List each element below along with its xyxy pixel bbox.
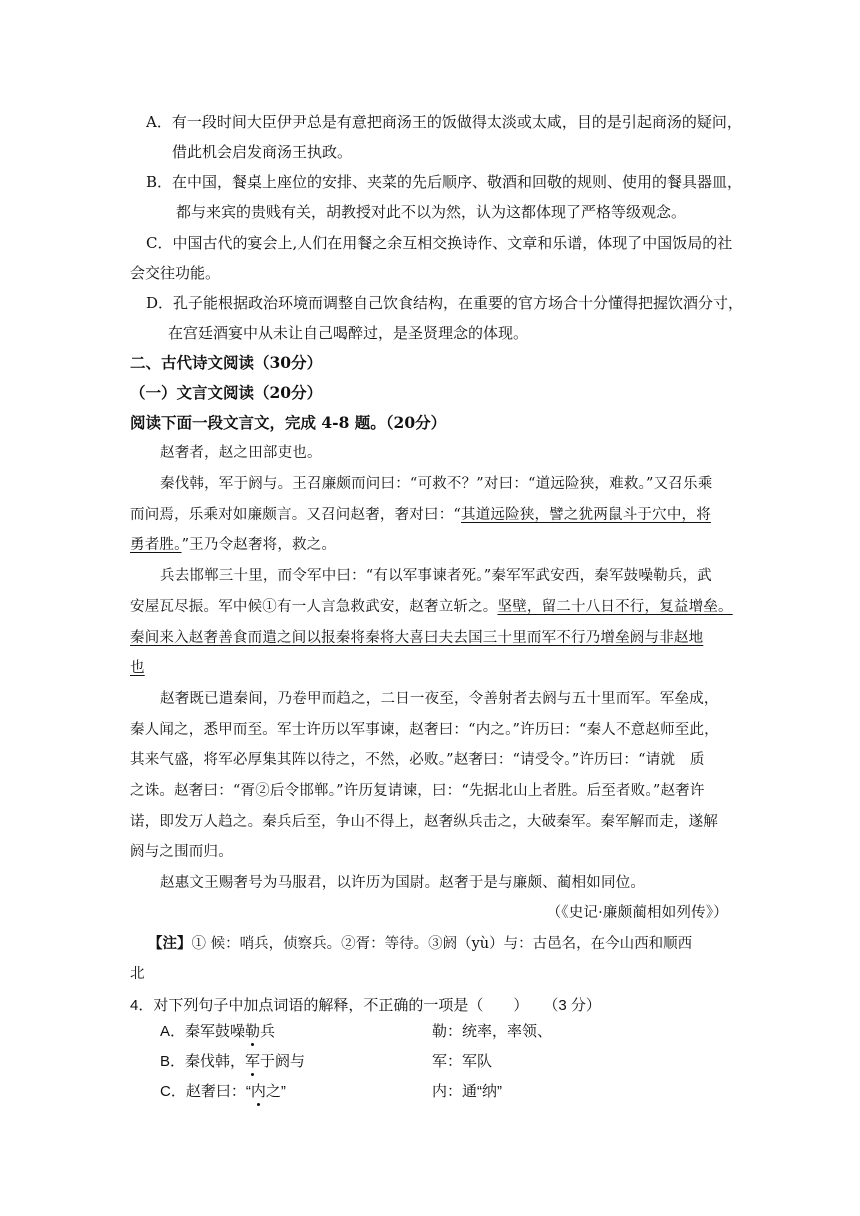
passage-paragraph-1: 赵奢者，赵之田部吏也。: [160, 445, 322, 461]
option-d-line1: D．孔子能根据政治环境而调整自己饮食结构，在重要的官方场合十分懂得把握饮酒分寸，: [146, 294, 744, 312]
question-4-option-a: [160, 1022, 275, 1042]
option-c-pre: C．赵奢曰：“: [160, 1083, 251, 1100]
passage-p2-line3: [130, 535, 336, 555]
underlined-sentence-2b: 秦间来入赵奢善食而遣之间以报秦将秦将大喜曰夫去国三十里而军不行乃增垒阏与非赵地: [130, 630, 704, 646]
question-4-stem: 4．对下列句子中加点词语的解释，不正确的一项是（ ） （3 分）: [130, 997, 601, 1014]
passage-p3-line1: 兵去邯郸三十里，而令军中曰：“有以军事谏者死。”秦军军武安西，秦军鼓噪勒兵，武: [160, 568, 712, 584]
passage-p4-line1: 赵奢既已遣秦间，乃卷甲而趋之，二日一夜至，令善射者去阏与五十里而军。军垒成，: [160, 691, 719, 707]
passage-p2-line2-text: 而问焉，乐乘对如廉颇言。又召问赵奢，奢对曰：“: [130, 507, 462, 523]
passage-p3-line2-text: 安屋瓦尽振。军中候①有一人言急救武安，赵奢立斩之。: [130, 599, 498, 615]
option-b-line2: 都与来宾的贵贱有关，胡教授对此不以为然，认为这都体现了严格等级观念。: [176, 203, 687, 221]
underlined-sentence-2a: 坚壁，留二十八日不行，复益增垒。: [497, 599, 733, 615]
section-instruction: 阅读下面一段文言文，完成 4-8 题。（20分）: [130, 413, 447, 432]
passage-p3-line4: [130, 658, 145, 678]
passage-p4-line3: 其来气盛，将军必厚集其阵以待之，不然，必败。”赵奢曰：“请受令。”许历曰：“请就 质: [130, 752, 705, 768]
section-subtitle: （一）文言文阅读（20分）: [130, 383, 323, 402]
option-b-line1: B．在中国，餐桌上座位的安排、夹菜的先后顺序、敬酒和回敬的规则、使用的餐具器皿，: [146, 173, 743, 191]
option-a-pre: A．秦军鼓噪: [160, 1023, 246, 1040]
question-4-option-b-answer: 军：军队: [432, 1053, 493, 1070]
option-b-post: 于阏与: [260, 1053, 306, 1070]
option-d-line2: 在宫廷酒宴中从未让自己喝醉过，是圣贤理念的体现。: [168, 324, 529, 342]
passage-p2-line2: [130, 505, 711, 525]
notes-text: ① 候：哨兵，侦察兵。②胥：等待。③阏（yù）与：古邑名，在今山西和顺西: [191, 936, 693, 952]
notes-line2: 北: [130, 966, 145, 982]
option-c-post: 之”: [265, 1083, 286, 1100]
passage-p4-line5: 诺，即发万人趋之。秦兵后至，争山不得上，赵奢纵兵击之，大破秦军。秦军解而走，遂解: [130, 814, 718, 830]
notes-label: 【注】: [148, 935, 192, 952]
passage-p2-line3-text: ”王乃令赵奢将，救之。: [181, 537, 337, 553]
passage-p4-line6: 阏与之围而归。: [130, 844, 233, 860]
section-title: 二、古代诗文阅读（30分）: [130, 353, 323, 372]
option-b-pre: B．秦伐韩，: [160, 1053, 246, 1070]
option-a-line1: A．有一段时间大臣伊尹总是有意把商汤王的饭做得太淡或太咸，目的是引起商汤的疑问，: [146, 113, 742, 131]
option-c-line1: C．中国古代的宴会上,人们在用餐之余互相交换诗作、文章和乐谱，体现了中国饭局的社: [146, 234, 733, 252]
underlined-sentence-1b: 勇者胜。: [130, 537, 182, 553]
passage-p3-line2: [130, 597, 733, 617]
underlined-sentence-1a: 其道远险狭，譬之犹两鼠斗于穴中，将: [461, 507, 711, 523]
passage-paragraph-5: 赵惠文王赐奢号为马服君，以许历为国尉。赵奢于是与廉颇、蔺相如同位。: [160, 875, 646, 891]
question-4-option-c: [160, 1082, 286, 1102]
passage-p3-line3: [130, 628, 703, 648]
passage-p4-line4: 之诛。赵奢曰：“胥②后令邯郸。”许历复请谏，曰：“先据北山上者胜。后至者败。”赵奢许: [130, 783, 705, 799]
question-4-option-a-answer: 勒：统率，率领、: [432, 1023, 553, 1040]
option-b-dotted-word: 军: [245, 1053, 261, 1070]
option-a-dotted-word: 勒: [245, 1023, 261, 1040]
option-c-dotted-word: 内: [250, 1083, 266, 1100]
passage-p2-line1: 秦伐韩，军于阏与。王召廉颇而问曰：“可救不？”对曰：“道远险狭，难救。”又召乐乘: [160, 476, 713, 492]
passage-source: （《史记·廉颇蔺相如列传》）: [546, 905, 728, 921]
passage-p4-line2: 秦人闻之，悉甲而至。军士许历以军事谏，赵奢曰：“内之。”许历曰：“秦人不意赵师至此，: [130, 722, 719, 738]
notes-line1: [148, 934, 692, 954]
underlined-sentence-2c: 也: [130, 660, 145, 676]
option-a-line2: 借此机会启发商汤王执政。: [172, 143, 353, 161]
option-c-line2: 会交往功能。: [130, 264, 221, 282]
question-4-option-c-answer: 内：通“纳”: [432, 1083, 502, 1100]
option-a-post: 兵: [260, 1023, 276, 1040]
question-4-option-b: [160, 1052, 305, 1072]
